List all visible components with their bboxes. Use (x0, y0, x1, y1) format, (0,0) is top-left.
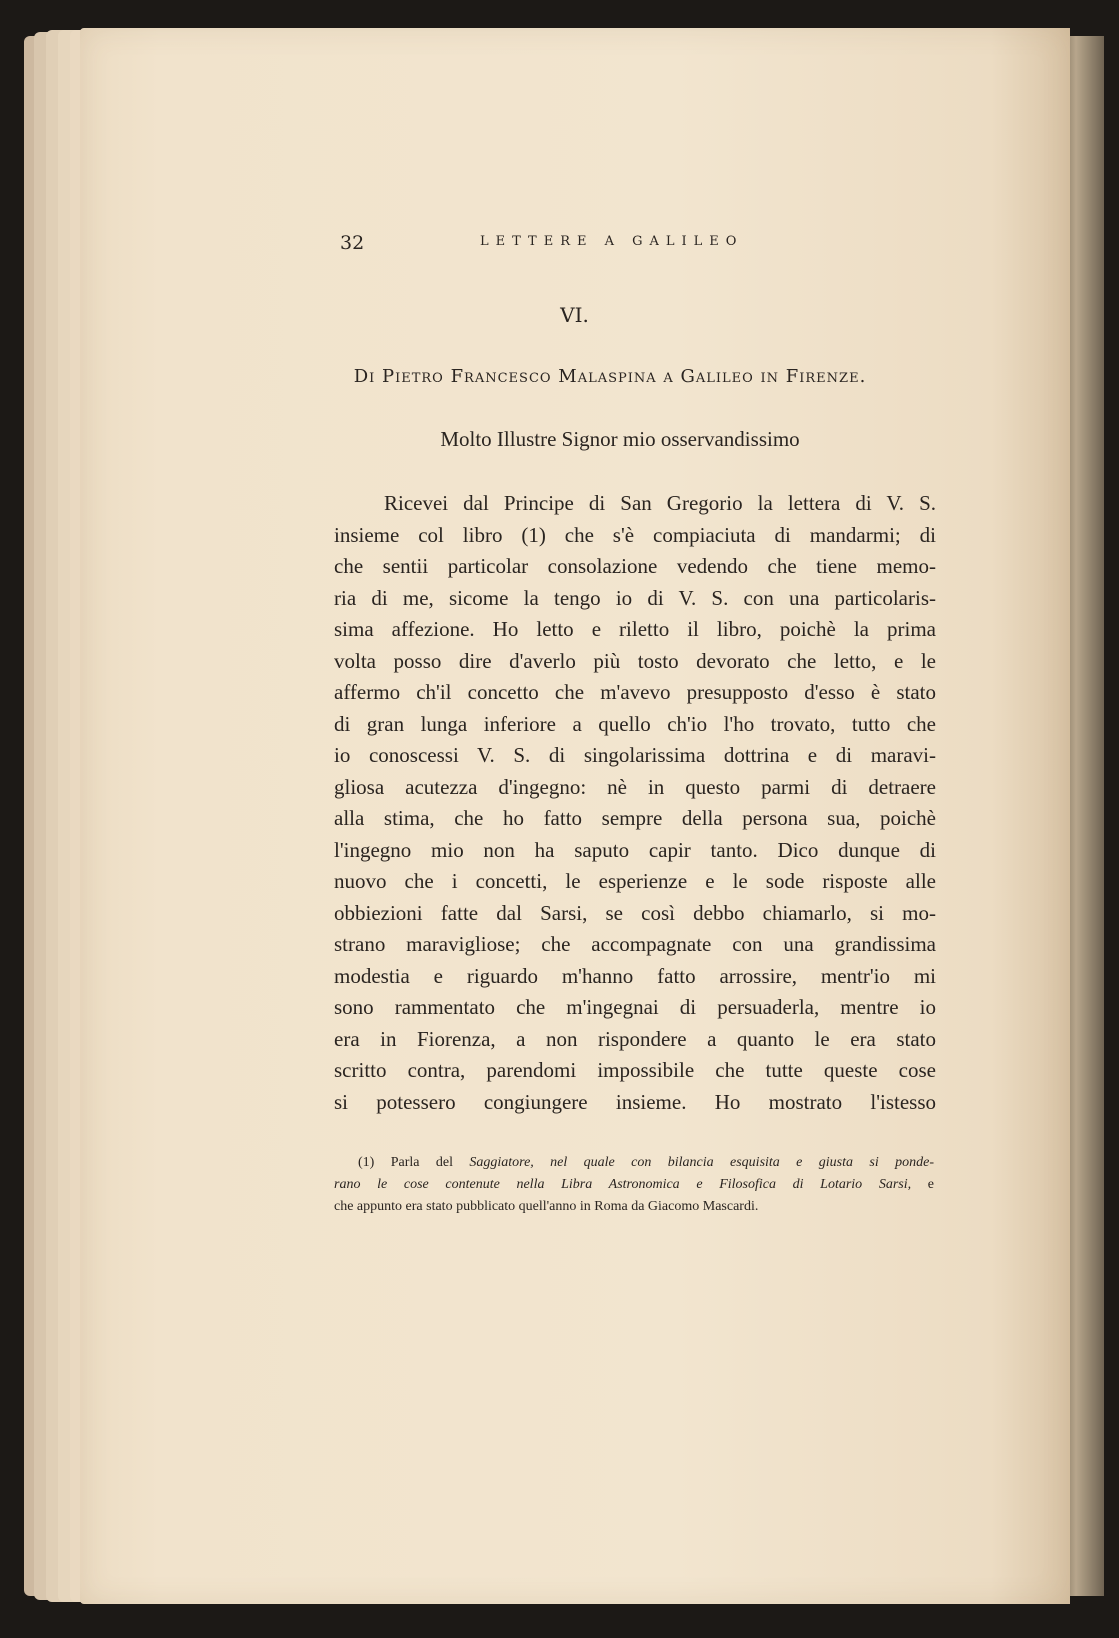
body-line: obbiezioni fatte dal Sarsi, se così debbo chiamarlo, si mo- (334, 900, 936, 925)
body-line: io conoscessi V. S. di singolarissima dottrina e di maravi- (334, 743, 936, 767)
footnote-marker: (1) (358, 1155, 375, 1170)
page-number: 32 (340, 232, 365, 254)
body-line: era in Fiorenza, a non rispondere a quanto le era stato (334, 1026, 936, 1051)
running-title: LETTERE A GALILEO (480, 234, 744, 249)
body-line: sima affezione. Ho letto e riletto il libro, poichè la prima (334, 617, 936, 641)
body-line: sono rammentato che m'ingegnai di persuaderla, mentre io (334, 995, 936, 1019)
footnote-text-italic: rano le cose contenute nella Libra Astronomica e Filosofica di Lotario Sarsi, (334, 1177, 912, 1192)
body-line: l'ingegno mio non ha saputo capir tanto. Dico dunque di (334, 837, 936, 862)
body-line: volta posso dire d'averlo più tosto devorato che letto, e le (334, 648, 936, 673)
body-line: insieme col libro (1) che s'è compiaciuta di mandarmi; di (334, 522, 936, 547)
body-line: modestia e riguardo m'hanno fatto arrossire, mentr'io mi (334, 963, 936, 988)
body-line: gliosa acutezza d'ingegno: nè in questo parmi di detraere (334, 774, 936, 799)
footnote-line (334, 1152, 934, 1174)
footnote-line (334, 1174, 934, 1196)
body-line: scritto contra, parendomi impossibile che tutte queste cose (334, 1058, 936, 1082)
letter-salutation: Molto Illustre Signor mio osservandissimo (440, 427, 800, 451)
body-line: di gran lunga inferiore a quello ch'io l'ho trovato, tutto che (334, 711, 936, 736)
footnote-text: Parla del (390, 1155, 470, 1170)
body-line: affermo ch'il concetto che m'avevo presupposto d'esso è stato (334, 680, 936, 704)
letter-body (334, 488, 936, 1118)
body-line: ria di me, sicome la tengo io di V. S. con una particolaris- (334, 585, 936, 610)
body-line: che sentii particolar consolazione vedendo che tiene memo- (334, 554, 936, 578)
body-line: si potessero congiungere insieme. Ho mostrato l'istesso (334, 1089, 936, 1114)
footnote-text: e (911, 1177, 935, 1192)
body-line: alla stima, che ho fatto sempre della persona sua, poichè (334, 806, 936, 830)
body-line: strano maravigliose; che accompagnate con una grandissima (334, 932, 936, 956)
footnote-line: che appunto era stato pubblicato quell'anno in Roma da Giacomo Mascardi. (334, 1199, 759, 1214)
section-title: Di Pietro Francesco Malaspina a Galileo in Firenze. (353, 366, 867, 387)
book-gutter (1064, 36, 1104, 1596)
footnote (334, 1152, 934, 1218)
body-line: nuovo che i concetti, le esperienze e le sode risposte alle (334, 869, 936, 893)
running-head (340, 232, 760, 256)
body-line: Ricevei dal Principe di San Gregorio la lettera di V. S. (384, 491, 936, 515)
section-number: VI. (560, 303, 589, 327)
footnote-text-italic: Saggiatore, nel quale con bilancia esquisita e giusta si ponde- (469, 1155, 934, 1170)
